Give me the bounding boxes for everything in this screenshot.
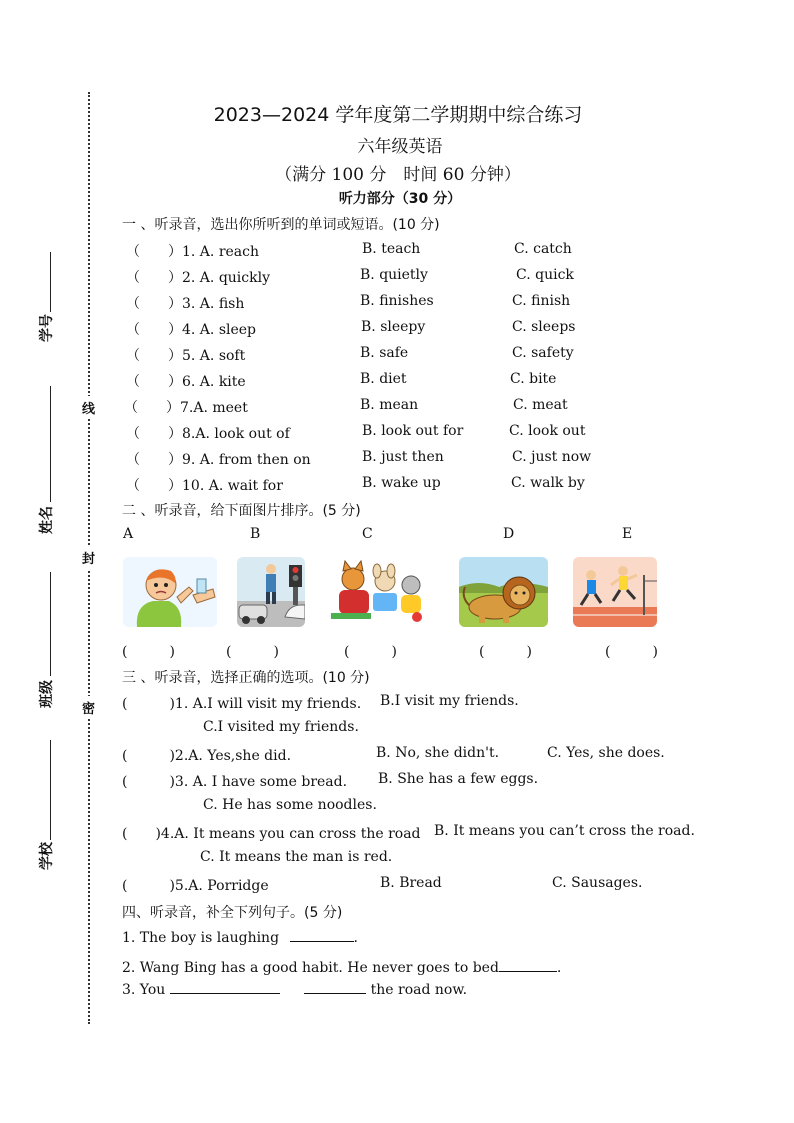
s3-q2-option-a[interactable]: ( )2.A. Yes,she did. <box>122 748 292 764</box>
pic-label-e: E <box>622 526 633 542</box>
q6-option-a[interactable]: （ ）6. A. kite <box>126 374 246 390</box>
sentence-2: 2. Wang Bing has a good habit. He never goes to bed . <box>122 960 562 976</box>
s3-q5-option-c[interactable]: C. Sausages. <box>552 875 643 891</box>
name-label: 姓名 <box>39 506 55 534</box>
q3-option-a[interactable]: （ ）3. A. fish <box>126 296 245 312</box>
exam-subtitle: 六年级英语 <box>357 137 443 157</box>
sentence-3-start: 3. You <box>122 982 166 998</box>
sentence-2-blank[interactable] <box>499 959 557 972</box>
q3-option-c[interactable]: C. finish <box>512 293 571 309</box>
s3-q3-option-a[interactable]: ( )3. A. I have some bread. <box>122 774 348 790</box>
sentence-3-end: the road now. <box>370 982 468 998</box>
q4-option-b[interactable]: B. sleepy <box>361 319 426 335</box>
s3-q3-option-c[interactable]: C. He has some noodles. <box>203 797 377 813</box>
school-fill-line[interactable] <box>50 740 51 840</box>
section2-heading: 二 、听录音，给下面图片排序。(5 分) <box>122 503 361 519</box>
pic-label-a: A <box>123 526 134 542</box>
score-time-line: （满分 100 分 时间 60 分钟） <box>275 165 521 185</box>
student-id-label: 学号 <box>39 314 55 342</box>
answer-box-a[interactable]: ( ) <box>122 644 175 660</box>
sentence-3-blank-2[interactable] <box>304 981 366 994</box>
pic-label-d: D <box>503 526 515 542</box>
s3-q4-option-c[interactable]: C. It means the man is red. <box>200 849 393 865</box>
answer-box-c[interactable]: ( ) <box>344 644 397 660</box>
seal-char-secret: 密 <box>82 696 95 719</box>
s3-q5-option-b[interactable]: B. Bread <box>380 875 442 891</box>
q8-option-c[interactable]: C. look out <box>509 423 586 439</box>
q8-option-a[interactable]: （ ）8.A. look out of <box>126 426 290 442</box>
s3-q4-option-a[interactable]: ( )4.A. It means you can cross the road <box>122 826 421 842</box>
q6-option-b[interactable]: B. diet <box>360 371 407 387</box>
class-fill-line[interactable] <box>50 572 51 676</box>
sentence-1-text: 1. The boy is laughing <box>122 930 280 946</box>
q10-option-b[interactable]: B. wake up <box>362 475 441 491</box>
q7-option-a[interactable]: （ ）7.A. meet <box>124 400 248 416</box>
q7-option-c[interactable]: C. meat <box>513 397 568 413</box>
sentence-1: 1. The boy is laughing . <box>122 930 358 946</box>
picture-c-animals-party <box>325 557 431 627</box>
q9-option-a[interactable]: （ ）9. A. from then on <box>126 452 311 468</box>
pic-label-b: B <box>250 526 261 542</box>
sentence-3 <box>122 981 467 998</box>
s3-q4-option-b[interactable]: B. It means you can’t cross the road. <box>434 823 695 839</box>
picture-a-boy-refusing <box>123 557 217 627</box>
exam-title: 2023—2024 学年度第二学期期中综合练习 <box>213 104 583 126</box>
picture-e-running-race <box>573 557 657 627</box>
s3-q3-option-b[interactable]: B. She has a few eggs. <box>378 771 539 787</box>
answer-box-d[interactable]: ( ) <box>479 644 532 660</box>
picture-d-lion <box>459 557 548 627</box>
sentence-2-text: 2. Wang Bing has a good habit. He never goes to bed <box>122 960 499 976</box>
q1-option-a[interactable]: （ ）1. A. reach <box>126 244 259 260</box>
s3-q1-option-c[interactable]: C.I visited my friends. <box>203 719 359 735</box>
sentence-3-blank-1[interactable] <box>170 981 280 994</box>
q3-option-b[interactable]: B. finishes <box>360 293 434 309</box>
q6-option-c[interactable]: C. bite <box>510 371 557 387</box>
q1-option-b[interactable]: B. teach <box>362 241 421 257</box>
answer-box-e[interactable]: ( ) <box>605 644 658 660</box>
q5-option-a[interactable]: （ ）5. A. soft <box>126 348 246 364</box>
sentence-1-blank[interactable] <box>290 929 354 942</box>
section3-heading: 三 、听录音，选择正确的选项。(10 分) <box>122 670 370 686</box>
q5-option-c[interactable]: C. safety <box>512 345 574 361</box>
q4-option-c[interactable]: C. sleeps <box>512 319 576 335</box>
picture-b-traffic-scene <box>237 557 305 627</box>
answer-box-b[interactable]: ( ) <box>226 644 279 660</box>
q9-option-b[interactable]: B. just then <box>362 449 444 465</box>
q2-option-a[interactable]: （ ）2. A. quickly <box>126 270 270 286</box>
s3-q2-option-b[interactable]: B. No, she didn't. <box>376 745 500 761</box>
q8-option-b[interactable]: B. look out for <box>362 423 464 439</box>
school-label: 学校 <box>39 842 55 870</box>
s3-q2-option-c[interactable]: C. Yes, she does. <box>547 745 665 761</box>
q7-option-b[interactable]: B. mean <box>360 397 419 413</box>
q5-option-b[interactable]: B. safe <box>360 345 409 361</box>
seal-char-seal: 封 <box>82 546 95 569</box>
listening-part-title: 听力部分（30 分） <box>338 191 462 207</box>
q9-option-c[interactable]: C. just now <box>512 449 592 465</box>
section4-heading: 四、听录音，补全下列句子。(5 分) <box>122 905 343 921</box>
s3-q1-option-a[interactable]: ( )1. A.I will visit my friends. <box>122 696 362 712</box>
s3-q1-option-b[interactable]: B.I visit my friends. <box>380 693 519 709</box>
q10-option-a[interactable]: （ ）10. A. wait for <box>126 478 283 494</box>
q4-option-a[interactable]: （ ）4. A. sleep <box>126 322 257 338</box>
pic-label-c: C <box>362 526 373 542</box>
q1-option-c[interactable]: C. catch <box>514 241 572 257</box>
q10-option-c[interactable]: C. walk by <box>511 475 585 491</box>
seal-char-line: 线 <box>82 396 95 419</box>
q2-option-b[interactable]: B. quietly <box>360 267 428 283</box>
student-id-fill-line[interactable] <box>50 252 51 312</box>
s3-q5-option-a[interactable]: ( )5.A. Porridge <box>122 878 269 894</box>
q2-option-c[interactable]: C. quick <box>516 267 574 283</box>
class-label: 班级 <box>39 680 55 708</box>
section1-heading: 一 、听录音，选出你所听到的单词或短语。(10 分) <box>122 217 440 233</box>
name-fill-line[interactable] <box>50 386 51 502</box>
